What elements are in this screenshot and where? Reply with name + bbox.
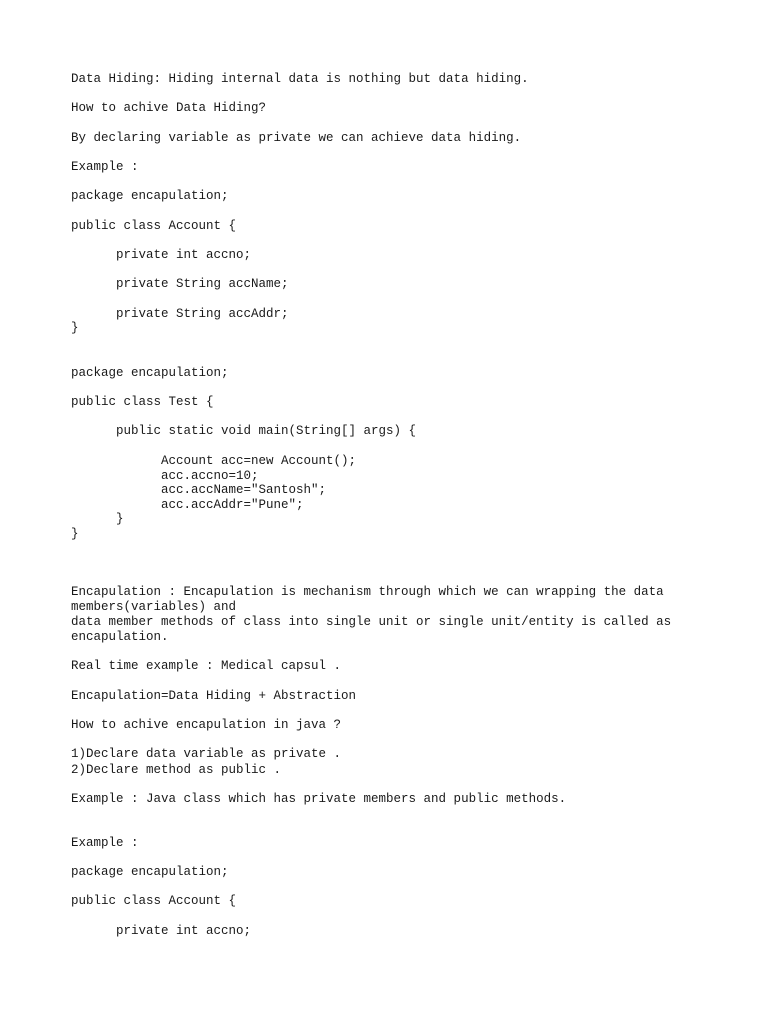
- text-line: Encapulation=Data Hiding + Abstraction: [71, 689, 357, 703]
- text-line: Real time example : Medical capsul .: [71, 659, 342, 673]
- text-line: Example :: [71, 160, 139, 174]
- code-line: public class Account {: [71, 894, 237, 908]
- text-line: members(variables) and: [71, 600, 237, 614]
- code-line: acc.accno=10;: [71, 469, 259, 483]
- text-line: Data Hiding: Hiding internal data is nothing but data hiding.: [71, 72, 529, 86]
- code-line: Account acc=new Account();: [71, 454, 357, 468]
- text-line: How to achive encapulation in java ?: [71, 718, 342, 732]
- text-line: Example :: [71, 836, 139, 850]
- code-line: }: [71, 321, 79, 335]
- code-line: }: [71, 527, 79, 541]
- text-line: 2)Declare method as public .: [71, 763, 282, 777]
- text-line: Encapulation : Encapulation is mechanism through which we can wrapping the data: [71, 585, 664, 599]
- text-line: 1)Declare data variable as private .: [71, 747, 342, 761]
- text-line: How to achive Data Hiding?: [71, 101, 267, 115]
- text-line: By declaring variable as private we can achieve data hiding.: [71, 131, 522, 145]
- code-line: public class Account {: [71, 219, 237, 233]
- code-line: private String accName;: [71, 277, 289, 291]
- code-line: package encapulation;: [71, 865, 229, 879]
- code-line: private String accAddr;: [71, 307, 289, 321]
- code-line: private int accno;: [71, 924, 252, 938]
- code-line: package encapulation;: [71, 366, 229, 380]
- text-line: data member methods of class into single unit or single unit/entity is called as: [71, 615, 672, 629]
- text-line: Example : Java class which has private members and public methods.: [71, 792, 567, 806]
- code-line: }: [71, 512, 124, 526]
- code-line: package encapulation;: [71, 189, 229, 203]
- code-line: public class Test {: [71, 395, 214, 409]
- text-line: encapulation.: [71, 630, 169, 644]
- code-line: private int accno;: [71, 248, 252, 262]
- code-line: acc.accName="Santosh";: [71, 483, 327, 497]
- code-line: acc.accAddr="Pune";: [71, 498, 304, 512]
- code-line: public static void main(String[] args) {: [71, 424, 417, 438]
